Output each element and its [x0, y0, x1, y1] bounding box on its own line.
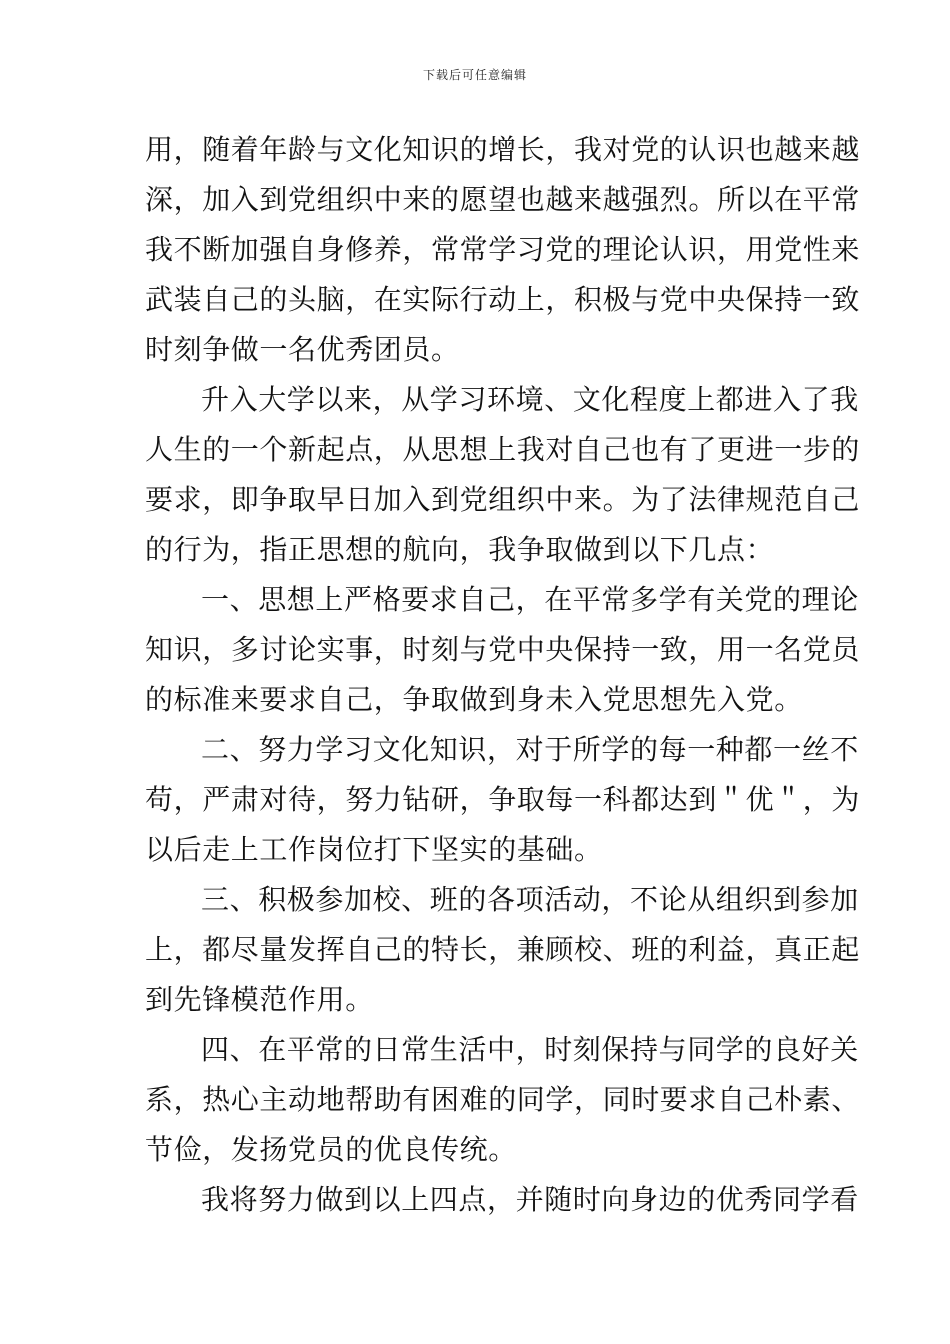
paragraph-start-line: 我将努力做到以上四点，并随时向身边的优秀同学看 — [201, 1183, 859, 1216]
text-line: 我不断加强自身修养，常常学习党的理论认识，用党性来 — [145, 233, 861, 266]
text-line: 知识，多讨论实事，时刻与党中央保持一致，用一名党员 — [145, 633, 861, 666]
text-line: 时刻争做一名优秀团员。 — [145, 333, 460, 366]
paragraph-start-line: 一、思想上严格要求自己，在平常多学有关党的理论 — [201, 583, 859, 616]
text-line: 的标准来要求自己，争取做到身未入党思想先入党。 — [145, 683, 803, 716]
text-line: 的行为，指正思想的航向，我争取做到以下几点： — [145, 533, 775, 566]
paragraph-start-line: 升入大学以来，从学习环境、文化程度上都进入了我 — [201, 383, 859, 416]
text-line: 到先锋模范作用。 — [145, 983, 374, 1016]
text-line: 用，随着年龄与文化知识的增长，我对党的认识也越来越 — [145, 133, 861, 166]
paragraph-start-line: 三、积极参加校、班的各项活动，不论从组织到参加 — [201, 883, 859, 916]
text-line: 武装自己的头脑，在实际行动上，积极与党中央保持一致 — [145, 283, 861, 316]
text-line: 苟，严肃对待，努力钻研，争取每一科都达到＂优＂，为 — [145, 783, 861, 816]
paragraph-start-line: 二、努力学习文化知识，对于所学的每一种都一丝不 — [201, 733, 859, 766]
header-note: 下载后可任意编辑 — [422, 68, 527, 82]
text-line: 要求，即争取早日加入到党组织中来。为了法律规范自己 — [145, 483, 861, 516]
text-line: 上，都尽量发挥自己的特长，兼顾校、班的利益，真正起 — [145, 933, 861, 966]
text-line: 以后走上工作岗位打下坚实的基础。 — [145, 833, 603, 866]
text-line: 系，热心主动地帮助有困难的同学，同时要求自己朴素、 — [145, 1083, 861, 1116]
text-line: 深，加入到党组织中来的愿望也越来越强烈。所以在平常 — [145, 183, 861, 216]
text-line: 节俭，发扬党员的优良传统。 — [145, 1133, 517, 1166]
document-body — [145, 125, 861, 1225]
text-line: 人生的一个新起点，从思想上我对自己也有了更进一步的 — [145, 433, 861, 466]
paragraph-start-line: 四、在平常的日常生活中，时刻保持与同学的良好关 — [201, 1033, 859, 1066]
